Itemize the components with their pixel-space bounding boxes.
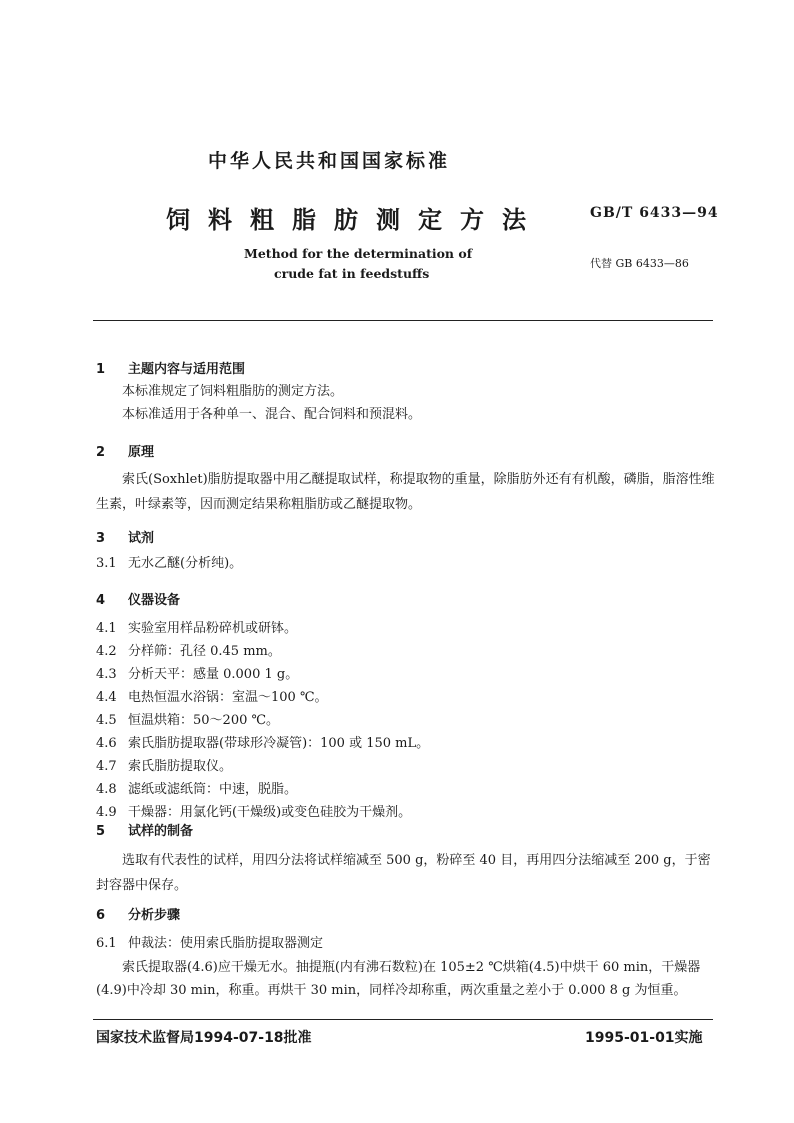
list-item-4-1 [96,618,297,640]
implementation-date: 1995-01-01实施 [585,1030,703,1046]
section-1-line2: 本标准适用于各种单一、混合、配合饲料和预混料。 [122,407,422,422]
section-1-heading [96,358,245,377]
list-item-4-3 [96,664,298,686]
list-item-text: 实验室用样品粉碎机或研钵。 [128,621,298,636]
section-4-number: 4 [96,593,106,608]
section-4-heading [96,589,180,608]
approval-date: 国家技术监督局1994-07-18批准 [96,1030,312,1046]
section-5-heading [96,820,193,839]
english-title-line2: crude fat in feedstuffs [274,266,430,281]
section-3-number: 3 [96,531,106,546]
list-item-text: 恒温烘箱：50～200 ℃。 [128,713,280,728]
footer-rule [93,1019,713,1020]
section-5-paragraph: 选取有代表性的试样，用四分法将试样缩减至 500 g，粉碎至 40 目，再用四分法缩减至 200 g，于密封容器中保存。 [96,853,711,893]
list-item-number: 4.5 [96,713,117,728]
list-item-4-2 [96,641,281,663]
list-item-4-4 [96,687,328,709]
standard-code: GB/T 6433—94 [590,205,719,221]
list-item-number: 4.9 [96,805,117,820]
item-3-1-number: 3.1 [96,556,117,571]
subsection-6-1 [96,933,323,955]
section-5-title: 试样的制备 [128,824,194,839]
section-6-number: 6 [96,908,106,923]
list-item-4-5 [96,710,279,732]
document-title: 饲料粗脂肪测定方法 [166,206,544,234]
section-2-paragraph: 索氏(Soxhlet)脂肪提取器中用乙醚提取试样，称提取物的重量，除脂肪外还有有机酸，磷脂，脂溶性维生素，叶绿素等，因而测定结果称粗脂肪或乙醚提取物。 [96,472,715,512]
list-item-number: 4.4 [96,690,117,705]
item-3-1-text: 无水乙醚(分析纯)。 [128,556,243,571]
section-6-heading [96,904,180,923]
section-4-title: 仪器设备 [128,593,181,608]
section-2-number: 2 [96,445,106,460]
item-3-1 [96,553,242,575]
section-3-heading [96,527,154,546]
section-6-paragraph: 索氏提取器(4.6)应干燥无水。抽提瓶(内有沸石数粒)在 105±2 ℃烘箱(4.5)中烘干 60 min，干燥器(4.9)中冷却 30 min，称重。再烘干 30 min，同样冷却称重，两次重量之差小于 0.000 8 g 为恒重。 [96,960,701,998]
list-item-text: 索氏脂肪提取仪。 [128,759,233,774]
section-1-line1: 本标准规定了饲料粗脂肪的测定方法。 [122,384,344,399]
list-item-number: 4.2 [96,644,117,659]
list-item-number: 4.7 [96,759,117,774]
section-2-title: 原理 [128,445,155,460]
list-item-4-8 [96,779,297,801]
organization-title: 中华人民共和国国家标准 [208,150,451,172]
replaces-note: 代替 GB 6433—86 [590,257,689,270]
section-2-heading [96,441,154,460]
list-item-text: 分析天平：感量 0.000 1 g。 [128,667,299,682]
section-3-title: 试剂 [128,531,155,546]
section-1-number: 1 [96,362,106,377]
section-5-number: 5 [96,824,106,839]
english-title-line1: Method for the determination of [244,246,473,261]
subsection-6-1-number: 6.1 [96,936,117,951]
list-item-4-7 [96,756,232,778]
list-item-4-6 [96,733,429,755]
list-item-text: 电热恒温水浴锅：室温～100 ℃。 [128,690,328,705]
list-item-number: 4.1 [96,621,117,636]
section-1-title: 主题内容与适用范围 [128,362,246,377]
subsection-6-1-title: 仲裁法：使用索氏脂肪提取器测定 [128,936,324,951]
list-item-number: 4.6 [96,736,117,751]
list-item-text: 干燥器：用氯化钙(干燥级)或变色硅胶为干燥剂。 [128,805,412,820]
list-item-number: 4.3 [96,667,117,682]
list-item-text: 索氏脂肪提取器(带球形冷凝管)：100 或 150 mL。 [128,736,430,751]
list-item-number: 4.8 [96,782,117,797]
list-item-text: 分样筛：孔径 0.45 mm。 [128,644,281,659]
header-rule [93,320,713,321]
section-6-title: 分析步骤 [128,908,181,923]
list-item-text: 滤纸或滤纸筒：中速，脱脂。 [128,782,298,797]
